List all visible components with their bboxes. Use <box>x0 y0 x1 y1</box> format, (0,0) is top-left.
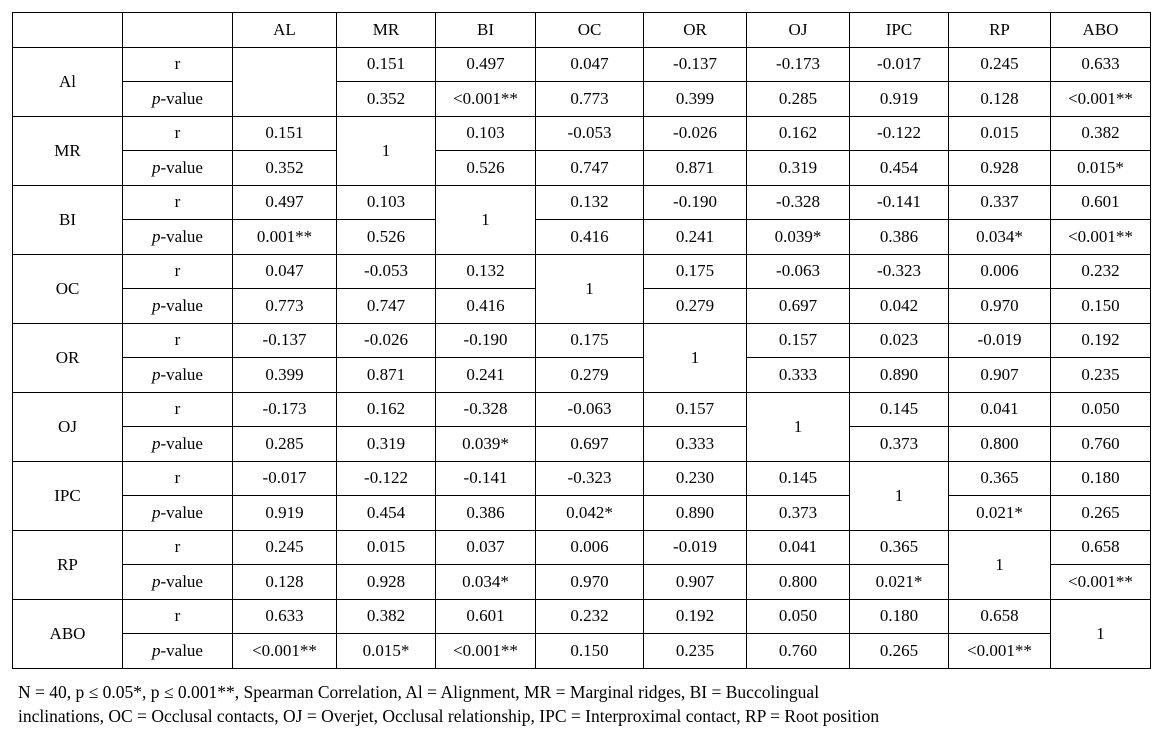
p-value-cell: <0.001** <box>949 634 1051 669</box>
p-value-cell: 0.907 <box>949 358 1051 393</box>
p-value-cell: 0.042* <box>536 496 644 531</box>
p-value-cell: 0.760 <box>747 634 850 669</box>
r-value-cell: 0.601 <box>1051 185 1151 220</box>
p-value-cell: 0.039* <box>436 427 536 462</box>
r-value-cell: 0.601 <box>436 599 536 634</box>
p-suffix: -value <box>160 571 203 591</box>
r-value-cell: 0.192 <box>644 599 747 634</box>
p-value-cell: 0.373 <box>747 496 850 531</box>
p-value-cell: 0.928 <box>949 151 1051 186</box>
p-value-cell: <0.001** <box>233 634 337 669</box>
table-row <box>13 116 1151 151</box>
diagonal-cell: 1 <box>436 185 536 254</box>
p-value-cell: <0.001** <box>436 634 536 669</box>
r-value-cell: 0.157 <box>644 392 747 427</box>
r-value-cell: 0.145 <box>850 392 949 427</box>
p-value-cell: 0.021* <box>949 496 1051 531</box>
diagonal-cell: 1 <box>644 323 747 392</box>
r-value-cell: 0.162 <box>337 392 436 427</box>
header-cell: RP <box>949 13 1051 48</box>
stat-label-p-value <box>123 565 233 600</box>
stat-label-r: r <box>123 185 233 220</box>
p-value-cell: 0.760 <box>1051 427 1151 462</box>
r-value-cell: -0.328 <box>436 392 536 427</box>
r-value-cell: 0.151 <box>337 47 436 82</box>
row-name: RP <box>13 530 123 599</box>
p-value-cell: 0.399 <box>233 358 337 393</box>
footnote-line-2: inclinations, OC = Occlusal contacts, OJ = Overjet, Occlusal relationship, IPC = Interproximal contact, RP = Root position <box>18 706 880 726</box>
table-row <box>13 358 1151 393</box>
p-value-cell: <0.001** <box>436 82 536 117</box>
r-value-cell: 0.497 <box>233 185 337 220</box>
row-name: MR <box>13 116 123 185</box>
p-value-cell: 0.241 <box>436 358 536 393</box>
r-value-cell: -0.323 <box>536 461 644 496</box>
diagonal-cell: 1 <box>747 392 850 461</box>
r-value-cell: 0.365 <box>949 461 1051 496</box>
header-cell <box>123 13 233 48</box>
table-row <box>13 427 1151 462</box>
row-name: IPC <box>13 461 123 530</box>
table-row <box>13 47 1151 82</box>
table-row <box>13 461 1151 496</box>
diagonal-cell: 1 <box>337 116 436 185</box>
header-cell: ABO <box>1051 13 1151 48</box>
p-suffix: -value <box>160 502 203 522</box>
stat-label-p-value <box>123 151 233 186</box>
table-row <box>13 634 1151 669</box>
header-cell: OC <box>536 13 644 48</box>
p-value-cell: 0.890 <box>850 358 949 393</box>
p-value-cell: 0.399 <box>644 82 747 117</box>
p-italic: p <box>152 88 161 108</box>
stat-label-p-value <box>123 427 233 462</box>
row-name: BI <box>13 185 123 254</box>
header-cell: MR <box>337 13 436 48</box>
r-value-cell: 0.050 <box>1051 392 1151 427</box>
p-italic: p <box>152 157 161 177</box>
r-value-cell: -0.053 <box>536 116 644 151</box>
p-value-cell: 0.265 <box>1051 496 1151 531</box>
r-value-cell: 0.245 <box>949 47 1051 82</box>
r-value-cell: 0.382 <box>337 599 436 634</box>
stat-label-r: r <box>123 461 233 496</box>
r-value-cell: 0.658 <box>1051 530 1151 565</box>
r-value-cell: 0.175 <box>536 323 644 358</box>
table-row <box>13 392 1151 427</box>
p-value-cell: 0.285 <box>233 427 337 462</box>
p-value-cell: 0.333 <box>747 358 850 393</box>
p-italic: p <box>152 295 161 315</box>
p-value-cell: 0.021* <box>850 565 949 600</box>
table-row <box>13 151 1151 186</box>
p-value-cell: 0.015* <box>337 634 436 669</box>
r-value-cell: -0.137 <box>644 47 747 82</box>
stat-label-p-value <box>123 82 233 117</box>
p-value-cell: 0.265 <box>850 634 949 669</box>
p-value-cell: 0.454 <box>850 151 949 186</box>
correlation-table <box>12 12 1151 669</box>
p-value-cell: 0.526 <box>436 151 536 186</box>
footnote <box>18 680 1148 728</box>
r-value-cell: -0.026 <box>337 323 436 358</box>
r-value-cell: 0.180 <box>850 599 949 634</box>
p-value-cell: 0.526 <box>337 220 436 255</box>
p-value-cell: 0.373 <box>850 427 949 462</box>
r-value-cell: 0.230 <box>644 461 747 496</box>
header-row <box>13 13 1151 48</box>
r-value-cell: 0.037 <box>436 530 536 565</box>
p-value-cell: 0.773 <box>536 82 644 117</box>
r-value-cell: 0.015 <box>949 116 1051 151</box>
stat-label-p-value <box>123 220 233 255</box>
p-value-cell: 0.747 <box>536 151 644 186</box>
p-italic: p <box>152 640 161 660</box>
table-row <box>13 323 1151 358</box>
diagonal-cell <box>233 47 337 116</box>
p-italic: p <box>152 433 161 453</box>
r-value-cell: -0.063 <box>747 254 850 289</box>
diagonal-cell: 1 <box>850 461 949 530</box>
r-value-cell: -0.141 <box>850 185 949 220</box>
row-name: OR <box>13 323 123 392</box>
r-value-cell: -0.017 <box>850 47 949 82</box>
r-value-cell: -0.328 <box>747 185 850 220</box>
p-value-cell: 0.128 <box>233 565 337 600</box>
table-row <box>13 254 1151 289</box>
r-value-cell: 0.633 <box>233 599 337 634</box>
header-cell: OJ <box>747 13 850 48</box>
r-value-cell: 0.633 <box>1051 47 1151 82</box>
p-value-cell: 0.871 <box>644 151 747 186</box>
r-value-cell: 0.365 <box>850 530 949 565</box>
row-name: OC <box>13 254 123 323</box>
p-value-cell: 0.890 <box>644 496 747 531</box>
r-value-cell: 0.041 <box>949 392 1051 427</box>
r-value-cell: 0.157 <box>747 323 850 358</box>
table-row <box>13 82 1151 117</box>
p-value-cell: 0.919 <box>233 496 337 531</box>
stat-label-r: r <box>123 530 233 565</box>
p-value-cell: 0.773 <box>233 289 337 324</box>
stat-label-p-value <box>123 496 233 531</box>
p-value-cell: 0.235 <box>644 634 747 669</box>
r-value-cell: 0.232 <box>1051 254 1151 289</box>
r-value-cell: 0.103 <box>337 185 436 220</box>
r-value-cell: -0.019 <box>644 530 747 565</box>
p-italic: p <box>152 226 161 246</box>
p-value-cell: 0.128 <box>949 82 1051 117</box>
diagonal-cell: 1 <box>949 530 1051 599</box>
table-row <box>13 185 1151 220</box>
p-value-cell: 0.150 <box>536 634 644 669</box>
table-row <box>13 599 1151 634</box>
p-value-cell: 0.333 <box>644 427 747 462</box>
p-value-cell: 0.285 <box>747 82 850 117</box>
r-value-cell: 0.015 <box>337 530 436 565</box>
p-value-cell: 0.001** <box>233 220 337 255</box>
p-value-cell: 0.970 <box>949 289 1051 324</box>
p-value-cell: 0.034* <box>949 220 1051 255</box>
r-value-cell: 0.180 <box>1051 461 1151 496</box>
r-value-cell: 0.162 <box>747 116 850 151</box>
stat-label-p-value <box>123 358 233 393</box>
r-value-cell: -0.323 <box>850 254 949 289</box>
stat-label-r: r <box>123 116 233 151</box>
p-italic: p <box>152 571 161 591</box>
p-value-cell: <0.001** <box>1051 220 1151 255</box>
r-value-cell: -0.173 <box>233 392 337 427</box>
table-row <box>13 496 1151 531</box>
table-row <box>13 220 1151 255</box>
r-value-cell: 0.337 <box>949 185 1051 220</box>
r-value-cell: 0.006 <box>536 530 644 565</box>
r-value-cell: -0.141 <box>436 461 536 496</box>
header-cell: IPC <box>850 13 949 48</box>
header-cell <box>13 13 123 48</box>
stat-label-r: r <box>123 254 233 289</box>
p-value-cell: 0.319 <box>337 427 436 462</box>
p-value-cell: 0.697 <box>536 427 644 462</box>
p-suffix: -value <box>160 433 203 453</box>
p-suffix: -value <box>160 88 203 108</box>
r-value-cell: 0.103 <box>436 116 536 151</box>
p-value-cell: <0.001** <box>1051 565 1151 600</box>
r-value-cell: -0.173 <box>747 47 850 82</box>
row-name: OJ <box>13 392 123 461</box>
r-value-cell: 0.151 <box>233 116 337 151</box>
p-value-cell: 0.800 <box>949 427 1051 462</box>
p-value-cell: 0.454 <box>337 496 436 531</box>
r-value-cell: 0.132 <box>536 185 644 220</box>
header-cell: BI <box>436 13 536 48</box>
p-value-cell: 0.015* <box>1051 151 1151 186</box>
row-name: ABO <box>13 599 123 668</box>
r-value-cell: 0.232 <box>536 599 644 634</box>
p-value-cell: 0.871 <box>337 358 436 393</box>
p-value-cell: 0.235 <box>1051 358 1151 393</box>
r-value-cell: -0.017 <box>233 461 337 496</box>
diagonal-cell: 1 <box>1051 599 1151 668</box>
p-value-cell: 0.352 <box>337 82 436 117</box>
stat-label-p-value <box>123 634 233 669</box>
r-value-cell: -0.122 <box>850 116 949 151</box>
p-value-cell: 0.416 <box>536 220 644 255</box>
r-value-cell: 0.041 <box>747 530 850 565</box>
r-value-cell: -0.063 <box>536 392 644 427</box>
r-value-cell: 0.175 <box>644 254 747 289</box>
r-value-cell: 0.047 <box>536 47 644 82</box>
p-value-cell: 0.697 <box>747 289 850 324</box>
p-value-cell: 0.034* <box>436 565 536 600</box>
stat-label-r: r <box>123 599 233 634</box>
p-value-cell: 0.279 <box>644 289 747 324</box>
p-suffix: -value <box>160 226 203 246</box>
r-value-cell: 0.023 <box>850 323 949 358</box>
p-suffix: -value <box>160 364 203 384</box>
r-value-cell: -0.053 <box>337 254 436 289</box>
r-value-cell: 0.497 <box>436 47 536 82</box>
p-value-cell: 0.279 <box>536 358 644 393</box>
p-value-cell: 0.416 <box>436 289 536 324</box>
p-value-cell: 0.150 <box>1051 289 1151 324</box>
p-value-cell: 0.386 <box>436 496 536 531</box>
r-value-cell: 0.006 <box>949 254 1051 289</box>
p-value-cell: 0.039* <box>747 220 850 255</box>
p-suffix: -value <box>160 157 203 177</box>
p-value-cell: 0.042 <box>850 289 949 324</box>
p-value-cell: 0.352 <box>233 151 337 186</box>
p-italic: p <box>152 502 161 522</box>
p-italic: p <box>152 364 161 384</box>
diagonal-cell: 1 <box>536 254 644 323</box>
r-value-cell: -0.137 <box>233 323 337 358</box>
p-value-cell: 0.241 <box>644 220 747 255</box>
r-value-cell: 0.245 <box>233 530 337 565</box>
stat-label-r: r <box>123 47 233 82</box>
header-cell: AL <box>233 13 337 48</box>
header-cell: OR <box>644 13 747 48</box>
p-value-cell: 0.919 <box>850 82 949 117</box>
footnote-line-1: N = 40, p ≤ 0.05*, p ≤ 0.001**, Spearman Correlation, Al = Alignment, MR = Marginal ridges, BI = Buccolingual <box>18 682 820 702</box>
r-value-cell: 0.050 <box>747 599 850 634</box>
p-value-cell: 0.970 <box>536 565 644 600</box>
r-value-cell: 0.047 <box>233 254 337 289</box>
p-value-cell: <0.001** <box>1051 82 1151 117</box>
stat-label-r: r <box>123 323 233 358</box>
table-body <box>13 47 1151 668</box>
p-value-cell: 0.319 <box>747 151 850 186</box>
r-value-cell: -0.019 <box>949 323 1051 358</box>
p-value-cell: 0.747 <box>337 289 436 324</box>
stat-label-r: r <box>123 392 233 427</box>
p-suffix: -value <box>160 295 203 315</box>
r-value-cell: 0.132 <box>436 254 536 289</box>
row-name: Al <box>13 47 123 116</box>
r-value-cell: 0.192 <box>1051 323 1151 358</box>
p-value-cell: 0.800 <box>747 565 850 600</box>
stat-label-p-value <box>123 289 233 324</box>
p-suffix: -value <box>160 640 203 660</box>
table-row <box>13 530 1151 565</box>
r-value-cell: 0.382 <box>1051 116 1151 151</box>
p-value-cell: 0.386 <box>850 220 949 255</box>
r-value-cell: -0.190 <box>436 323 536 358</box>
r-value-cell: -0.122 <box>337 461 436 496</box>
r-value-cell: 0.145 <box>747 461 850 496</box>
p-value-cell: 0.907 <box>644 565 747 600</box>
r-value-cell: -0.190 <box>644 185 747 220</box>
r-value-cell: -0.026 <box>644 116 747 151</box>
p-value-cell: 0.928 <box>337 565 436 600</box>
r-value-cell: 0.658 <box>949 599 1051 634</box>
